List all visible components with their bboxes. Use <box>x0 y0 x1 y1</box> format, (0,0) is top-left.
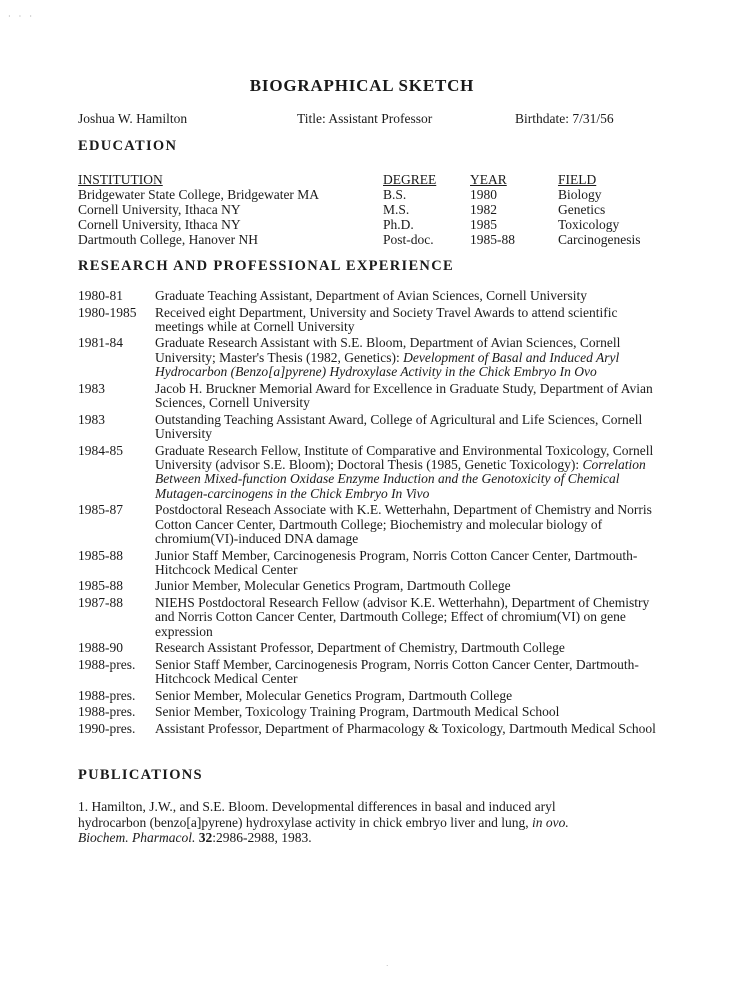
experience-description: Jacob H. Bruckner Memorial Award for Excellence in Graduate Study, Department of Avian Sciences, Cornell University <box>155 380 653 411</box>
year-cell: 1985 <box>470 217 497 232</box>
person-birthdate: Birthdate: 7/31/56 <box>515 111 614 126</box>
experience-years: 1988-pres. <box>78 687 136 703</box>
publication-line: hydrocarbon (benzo[a]pyrene) hydroxylase activity in chick embryo liver and lung, in ovo. <box>78 814 569 830</box>
header-row <box>78 111 678 128</box>
column-header-field: FIELD <box>558 172 597 187</box>
scan-speck: · <box>386 962 389 970</box>
experience-entry <box>78 641 658 655</box>
education-row <box>78 217 658 232</box>
thesis-title: Development of Basal and Induced Aryl Hydrocarbon (Benzo[a]pyrene) Hydroxylase Activity in the Chick Embryo In Ovo <box>155 349 620 380</box>
degree-cell: B.S. <box>383 187 407 202</box>
experience-entry <box>78 658 658 687</box>
experience-description: Postdoctoral Reseach Associate with K.E. Wetterhahn, Department of Chemistry and Norris Cotton Cancer Center, Dartmouth College; Biochemistry and molecular biology of chromium(VI)-induced DNA damage <box>155 502 652 547</box>
experience-entry <box>78 413 658 442</box>
experience-list <box>78 289 658 738</box>
experience-years: 1983 <box>78 380 105 396</box>
journal-volume: 32 <box>198 830 213 845</box>
year-cell: 1985-88 <box>470 232 515 247</box>
education-row <box>78 232 658 247</box>
experience-years: 1988-pres. <box>78 704 136 720</box>
column-header-institution: INSTITUTION <box>78 172 163 187</box>
experience-years: 1985-88 <box>78 547 123 563</box>
experience-entry <box>78 289 658 303</box>
education-table <box>78 172 658 247</box>
degree-cell: Post-doc. <box>383 232 434 247</box>
experience-entry <box>78 503 658 546</box>
experience-years: 1981-84 <box>78 335 123 351</box>
column-header-degree: DEGREE <box>383 172 437 187</box>
experience-entry <box>78 549 658 578</box>
education-header-row <box>78 172 658 187</box>
publication-line: 1. Hamilton, J.W., and S.E. Bloom. Developmental differences in basal and induced aryl <box>78 799 556 814</box>
experience-description: NIEHS Postdoctoral Research Fellow (advisor K.E. Wetterhahn), Department of Chemistry and Norris Cotton Cancer Center, Dartmouth College; Effect of chromium(VI) on gene expression <box>155 594 650 639</box>
experience-entry <box>78 689 658 703</box>
degree-cell: Ph.D. <box>383 217 414 232</box>
field-cell: Carcinogenesis <box>558 232 641 247</box>
field-cell: Toxicology <box>558 217 620 232</box>
experience-years: 1983 <box>78 411 105 427</box>
institution-cell: Cornell University, Ithaca NY <box>78 217 241 232</box>
experience-description: Junior Member, Molecular Genetics Program, Dartmouth College <box>155 578 511 594</box>
experience-heading: RESEARCH AND PROFESSIONAL EXPERIENCE <box>78 258 454 274</box>
experience-description: Graduate Teaching Assistant, Department of Avian Sciences, Cornell University <box>155 288 587 303</box>
experience-entry <box>78 579 658 593</box>
experience-description: Research Assistant Professor, Department of Chemistry, Dartmouth College <box>155 640 565 656</box>
experience-description: Senior Staff Member, Carcinogenesis Program, Norris Cotton Cancer Center, Dartmouth-Hitchcock Medical Center <box>155 656 639 687</box>
year-cell: 1980 <box>470 187 497 202</box>
experience-years: 1990-pres. <box>78 720 136 736</box>
scan-marks: · · · <box>8 12 35 21</box>
experience-years: 1980-81 <box>78 288 123 303</box>
experience-entry <box>78 382 658 411</box>
experience-entry <box>78 722 658 736</box>
publication-citation <box>78 830 638 846</box>
thesis-title: Correlation Between Mixed-function Oxidase Enzyme Induction and the Genotoxicity of Chemical Mutagen-carcinogens in the Chick Embryo In Vivo <box>155 456 646 501</box>
education-row <box>78 202 658 217</box>
institution-cell: Bridgewater State College, Bridgewater MA <box>78 187 320 202</box>
journal-pages: :2986-2988, 1983. <box>212 830 312 845</box>
experience-years: 1985-87 <box>78 502 123 518</box>
experience-years: 1988-pres. <box>78 656 136 672</box>
experience-description: Graduate Research Assistant with S.E. Bloom, Department of Avian Sciences, Cornell University; Master's Thesis (1982, Genetics): Development of Basal and Induced Aryl Hydrocarbon (Benzo[a]pyrene) Hydroxylase Activity in the Chick Embryo In Ovo <box>155 335 621 380</box>
experience-years: 1985-88 <box>78 578 123 594</box>
page-title: BIOGRAPHICAL SKETCH <box>249 76 475 95</box>
experience-description: Senior Member, Toxicology Training Program, Dartmouth Medical School <box>155 704 560 720</box>
experience-years: 1988-90 <box>78 640 123 656</box>
year-cell: 1982 <box>470 202 497 217</box>
experience-description: Received eight Department, University and Society Travel Awards to attend scientific meetings while at Cornell University <box>155 304 618 334</box>
column-header-year: YEAR <box>470 172 507 187</box>
education-row <box>78 187 658 202</box>
institution-cell: Dartmouth College, Hanover NH <box>78 232 258 247</box>
experience-description: Graduate Research Fellow, Institute of Comparative and Environmental Toxicology, Cornell University (advisor S.E. Bloom); Doctoral Thesis (1985, Genetic Toxicology): Correlation Between Mixed-function Oxidase Enzyme Induction and the Genotoxicity of Chemical Mutagen-carcinogens in the Chick Embryo In Vivo <box>155 442 654 501</box>
experience-entry <box>78 596 658 639</box>
institution-cell: Cornell University, Ithaca NY <box>78 202 241 217</box>
experience-years: 1980-1985 <box>78 304 137 320</box>
experience-description: Assistant Professor, Department of Pharmacology & Toxicology, Dartmouth Medical School <box>155 720 656 736</box>
experience-description: Senior Member, Molecular Genetics Program, Dartmouth College <box>155 687 513 703</box>
education-heading: EDUCATION <box>78 138 178 154</box>
field-cell: Genetics <box>558 202 606 217</box>
field-cell: Biology <box>558 187 602 202</box>
person-name: Joshua W. Hamilton <box>78 111 188 126</box>
experience-years: 1984-85 <box>78 442 123 458</box>
experience-description: Junior Staff Member, Carcinogenesis Program, Norris Cotton Cancer Center, Dartmouth-Hitchcock Medical Center <box>155 547 638 577</box>
experience-entry <box>78 705 658 719</box>
publication-in-ovo: in ovo. <box>531 814 569 830</box>
person-title: Title: Assistant Professor <box>297 111 433 126</box>
experience-description: Outstanding Teaching Assistant Award, College of Agricultural and Life Sciences, Cornell University <box>155 411 643 442</box>
degree-cell: M.S. <box>383 202 410 217</box>
publications-heading: PUBLICATIONS <box>78 767 203 783</box>
experience-entry <box>78 306 658 335</box>
experience-entry <box>78 444 658 502</box>
experience-years: 1987-88 <box>78 594 123 610</box>
journal-name: Biochem. Pharmacol. <box>78 830 196 845</box>
publication-entry <box>78 799 638 846</box>
experience-entry <box>78 336 658 379</box>
